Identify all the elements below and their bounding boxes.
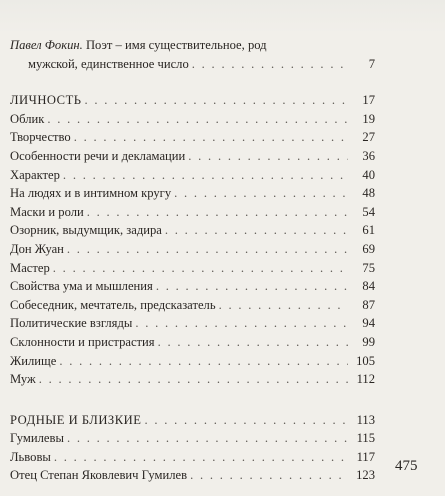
leader-dots — [74, 128, 348, 147]
section-spacer — [10, 389, 375, 411]
toc-entry-page-number: 19 — [362, 111, 375, 126]
intro-page-number: 7 — [368, 56, 375, 71]
leader-dots — [188, 147, 348, 166]
section-heading-personality — [10, 91, 375, 110]
previous-page-bleed — [0, 0, 445, 34]
toc-entry-title: Гумилевы — [10, 431, 64, 446]
leader-dots — [67, 429, 348, 448]
toc-entry — [10, 296, 375, 315]
intro-entry — [10, 36, 375, 73]
leader-dots — [156, 277, 348, 296]
toc-entry-title: Собеседник, мечтатель, предсказатель — [10, 297, 216, 312]
leader-dots — [158, 333, 348, 352]
toc-entry — [10, 221, 375, 240]
toc-entry-page-number: 61 — [362, 223, 375, 238]
leader-dots — [47, 110, 348, 129]
toc-entry — [10, 203, 375, 222]
toc-entry-page-number: 99 — [362, 334, 375, 349]
toc-entry-page-number: 94 — [362, 316, 375, 331]
toc-entry-page-number: 105 — [356, 353, 375, 368]
toc-entry-title: Отец Степан Яковлевич Гумилев — [10, 468, 188, 483]
toc-entry-title: Облик — [10, 111, 45, 126]
toc-entry-title: Склонности и пристрастия — [10, 334, 155, 349]
toc-entry-title: Муж — [10, 372, 36, 387]
toc-entry-title: Свойства ума и мышления — [10, 279, 153, 294]
intro-author: Павел Фокин. — [10, 38, 83, 52]
leader-dots — [53, 259, 348, 278]
toc-entry-title: Львовы — [10, 449, 51, 464]
toc-entry-title: Политические взгляды — [10, 316, 133, 331]
toc-entry — [10, 370, 375, 389]
toc-entry-title: Дон Жуан — [10, 241, 64, 256]
toc-entry — [10, 259, 375, 278]
toc-entry-title: Особенности речи и декламации — [10, 148, 186, 163]
section-items — [10, 110, 375, 389]
leader-dots — [87, 203, 348, 222]
toc-entry — [10, 333, 375, 352]
toc-entry — [10, 110, 375, 129]
leader-dots — [135, 314, 348, 333]
page-folio-number: 475 — [395, 458, 418, 474]
toc-entry-page-number: 36 — [362, 148, 375, 163]
table-of-contents — [10, 36, 375, 485]
toc-entry-page-number: 115 — [356, 431, 375, 446]
intro-title-line1: Поэт – имя существительное, род — [82, 38, 267, 52]
toc-entry-page-number: 48 — [362, 186, 375, 201]
leader-dots — [85, 91, 349, 110]
intro-title-line2: мужской, единственное число — [28, 56, 189, 71]
toc-entry-page-number: 84 — [362, 279, 375, 294]
leader-dots — [192, 55, 348, 74]
toc-entry-title: Характер — [10, 167, 60, 182]
leader-dots — [63, 166, 348, 185]
toc-entry-page-number: 112 — [356, 372, 375, 387]
section-title: РОДНЫЕ И БЛИЗКИЕ — [10, 412, 142, 427]
section-title: ЛИЧНОСТЬ — [10, 93, 82, 108]
toc-entry-title: Жилище — [10, 353, 57, 368]
toc-entry-title: Озорник, выдумщик, задира — [10, 223, 162, 238]
section-page-number: 113 — [356, 412, 375, 427]
leader-dots — [219, 296, 348, 315]
toc-entry — [10, 147, 375, 166]
leader-dots — [54, 448, 348, 467]
leader-dots — [174, 184, 348, 203]
toc-entry-page-number: 123 — [356, 468, 375, 483]
leader-dots — [190, 466, 348, 485]
toc-entry — [10, 240, 375, 259]
toc-entry-page-number: 40 — [362, 167, 375, 182]
section-page-number: 17 — [362, 93, 375, 108]
toc-entry — [10, 184, 375, 203]
toc-entry — [10, 352, 375, 371]
toc-entry-page-number: 54 — [362, 204, 375, 219]
leader-dots — [39, 370, 348, 389]
toc-entry-title: Мастер — [10, 260, 50, 275]
section-heading-relatives — [10, 411, 375, 430]
toc-entry-page-number: 87 — [362, 297, 375, 312]
toc-entry — [10, 166, 375, 185]
toc-entry — [10, 429, 375, 448]
toc-entry-page-number: 75 — [362, 260, 375, 275]
section-items — [10, 429, 375, 485]
toc-entry-page-number: 69 — [362, 241, 375, 256]
toc-entry — [10, 277, 375, 296]
toc-entry-title: Творчество — [10, 130, 71, 145]
leader-dots — [165, 221, 348, 240]
toc-entry — [10, 314, 375, 333]
toc-entry-page-number: 27 — [362, 130, 375, 145]
toc-entry-title: Маски и роли — [10, 204, 84, 219]
toc-entry — [10, 466, 375, 485]
toc-entry — [10, 128, 375, 147]
leader-dots — [59, 352, 348, 371]
toc-entry — [10, 448, 375, 467]
toc-entry-title: На людях и в интимном кругу — [10, 186, 172, 201]
leader-dots — [67, 240, 348, 259]
leader-dots — [144, 411, 348, 430]
toc-entry-page-number: 117 — [356, 449, 375, 464]
